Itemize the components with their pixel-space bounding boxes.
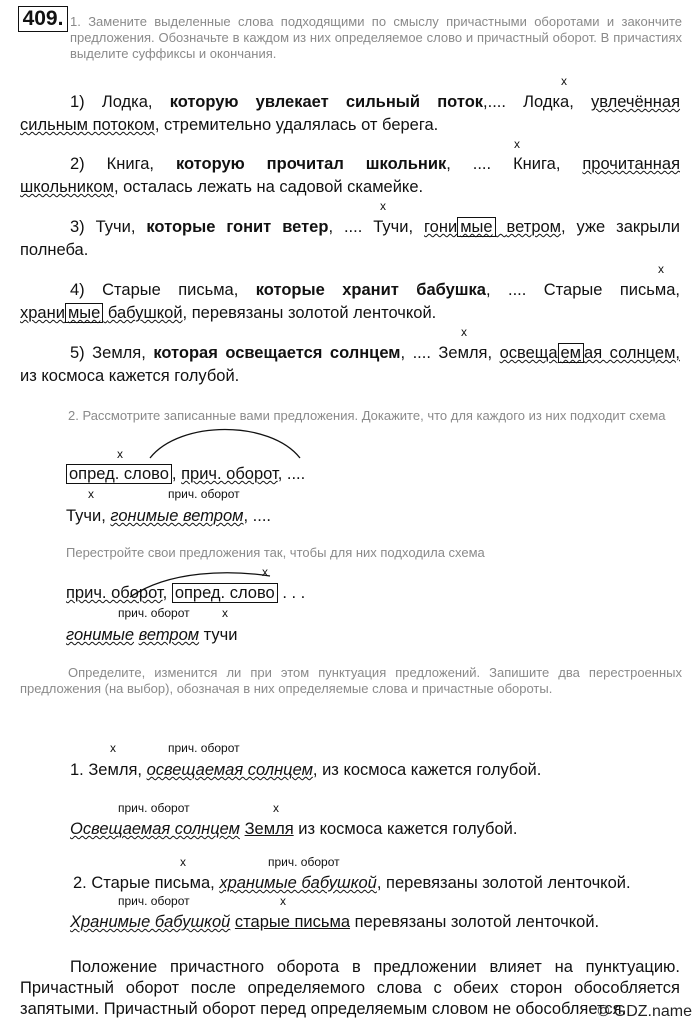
instruction-3: Перестройте свои предложения так, чтобы для них подходила схема (66, 545, 485, 560)
sentence-3-line-1: 3) Тучи, которые гонит ветер, .... Тучи, гони мые ветром, уже закрыли (70, 218, 680, 236)
sentence-2-line-1: 2) Книга, которую прочитал школьник, .... Книга, прочитанная (70, 155, 680, 173)
scheme-2-label-x: x (222, 606, 228, 620)
scheme-1-label-x: x (88, 487, 94, 501)
scheme-1: опред. слово , прич. оборот, .... (66, 464, 305, 484)
scheme-2-label-phrase: прич. оборот (118, 606, 190, 620)
scheme-1-label-phrase: прич. оборот (168, 487, 240, 501)
mark-x: x (262, 565, 268, 579)
mark-x: x (561, 74, 567, 88)
task-number: 409. (18, 6, 68, 32)
mark-x: x (380, 199, 386, 213)
answer-4-label-x: x (280, 894, 286, 908)
watermark: © GDZ.name (597, 1003, 692, 1020)
answer-1: 1. Земля, освещаемая солнцем, из космоса кажется голубой. (70, 761, 542, 779)
example-2: гонимые ветром тучи (66, 626, 238, 644)
answer-2: Освещаемая солнцем Земля из космоса кажется голубой. (70, 820, 518, 838)
scheme-1-word-box: опред. слово (66, 464, 172, 484)
answer-3: 2. Старые письма, хранимые бабушкой, перевязаны золотой ленточкой. (73, 874, 631, 892)
example-1: Тучи, гонимые ветром, .... (66, 507, 271, 525)
answer-2-label-phrase: прич. оборот (118, 801, 190, 815)
scheme-1-arc (150, 430, 300, 459)
sentence-4-line-1: 4) Старые письма, которые хранит бабушка, .... Старые письма, (70, 281, 680, 299)
mark-x: x (117, 447, 123, 461)
sentence-3-line-2: полнеба. (20, 241, 89, 259)
answer-4-label-phrase: прич. оборот (118, 894, 190, 908)
mark-x: x (658, 262, 664, 276)
mark-x: x (514, 137, 520, 151)
instruction-2: 2. Рассмотрите записанные вами предложения. Докажите, что для каждого из них подходит схема (68, 408, 666, 423)
answer-1-label-x: x (110, 741, 116, 755)
sentence-5-line-2: из космоса кажется голубой. (20, 367, 240, 385)
scheme-2-word-box: опред. слово (172, 583, 278, 603)
answer-3-label-phrase: прич. оборот (268, 855, 340, 869)
answer-4: Хранимые бабушкой старые письма перевязаны золотой ленточкой. (70, 913, 600, 931)
sentence-4-line-2: храни мые бабушкой, перевязаны золотой ленточкой. (20, 304, 437, 322)
answer-2-label-x: x (273, 801, 279, 815)
scheme-2: прич. оборот, опред. слово . . . (66, 584, 306, 602)
instruction-1: 1. Замените выделенные слова подходящими по смыслу причастными оборотами и закончите предложения. Обозначьте в каждом из них определяемое слово и причастный оборот. В причастиях выделите суффиксы и окончания. (70, 14, 682, 61)
sentence-2-line-2: школьником, осталась лежать на садовой скамейке. (20, 178, 424, 196)
instruction-4: Определите, изменится ли при этом пунктуация предложений. Запишите два перестроенных предложения (на выбор), обозначая в них определяемые слова и причастные обороты. (20, 665, 682, 696)
answer-1-label-phrase: прич. оборот (168, 741, 240, 755)
sentence-5-line-1: 5) Земля, которая освещается солнцем, .... Земля, освеща ем ая солнцем, (70, 344, 680, 362)
sentence-1-line-1: 1) Лодка, которую увлекает сильный поток,.... Лодка, увлечённая (70, 93, 681, 111)
mark-x: x (461, 325, 467, 339)
answer-3-label-x: x (180, 855, 186, 869)
conclusion: Положение причастного оборота в предложении влияет на пунктуацию. Причастный оборот после определяемого слова с обеих сторон обособляется запятыми. Причастный оборот перед определяемым словом не обособляется. (20, 958, 680, 1018)
sentence-1-line-2: сильным потоком, стремительно удалялась от берега. (20, 116, 439, 134)
